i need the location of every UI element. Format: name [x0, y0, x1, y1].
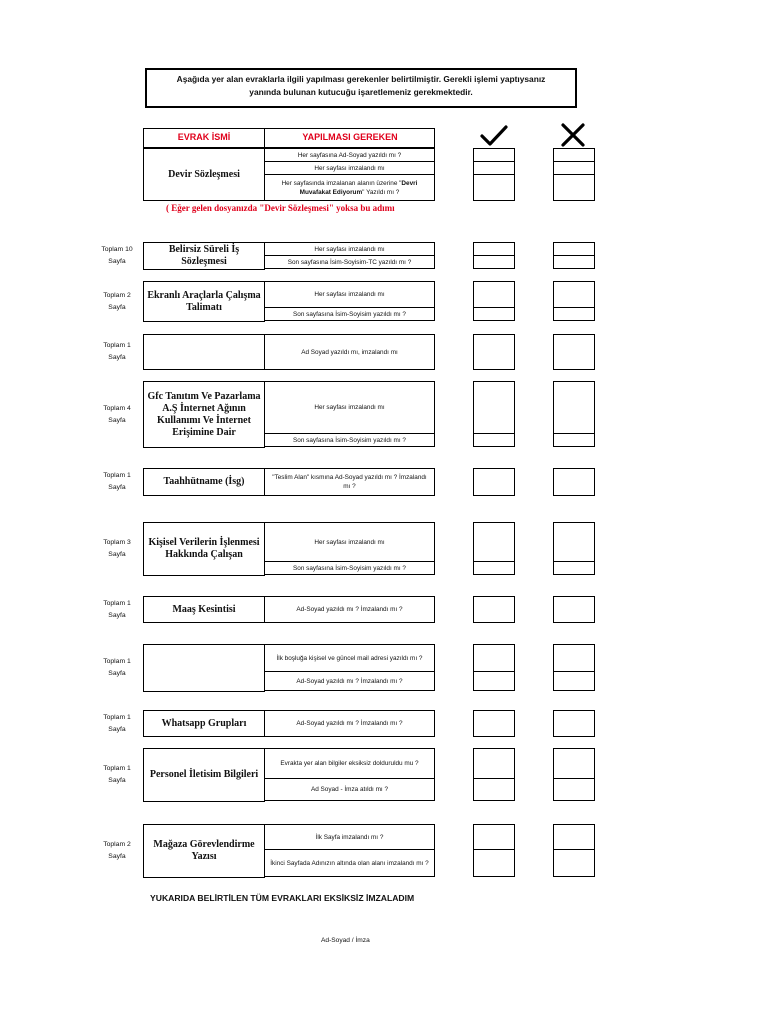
yes-checkbox[interactable]	[473, 849, 515, 877]
task-cell: İkinci Sayfada Adınızın altında olan alanı imzalandı mı ?	[264, 849, 435, 877]
task-cell: Her sayfası imzalandı mı	[264, 381, 435, 434]
page-count	[95, 598, 139, 622]
page-count-line: Toplam 1	[103, 342, 131, 349]
document-name: Kişisel Verilerin İşlenmesi Hakkında Çalışan	[143, 522, 265, 576]
no-checkbox[interactable]	[553, 255, 595, 269]
page-count-line: Sayfa	[108, 551, 126, 558]
instruction-box	[145, 68, 577, 108]
page-count-line: Toplam 2	[103, 841, 131, 848]
instruction-line-2: yanında bulunan kutucuğu işaretlemeniz gerekmektedir.	[249, 87, 473, 97]
task-cell	[264, 174, 435, 201]
page-count	[95, 403, 139, 427]
task-cell: Son sayfasına İsim-Soyisim yazıldı mı ?	[264, 561, 435, 575]
page-count-line: Sayfa	[108, 725, 126, 733]
page-count	[95, 340, 139, 364]
instruction-line-1: Aşağıda yer alan evraklarla ilgili yapılması gerekenler belirtilmiştir. Gerekli işlemi yaptıysanız	[176, 74, 546, 84]
document-name	[143, 644, 265, 692]
document-name: Gfc Tanıtım Ve Pazarlama A.Ş İnternet Ağının Kullanımı Ve İnternet Erişimine Dair	[143, 381, 265, 448]
document-name: Taahhütname (İsg)	[143, 468, 265, 496]
page-count-line: Sayfa	[108, 670, 126, 677]
task-text-bold: Devri Muvafakat Ediyorum	[299, 180, 418, 196]
task-cell: Her sayfası imzalandı mı	[264, 281, 435, 308]
yes-checkbox[interactable]	[473, 433, 515, 447]
yes-checkbox[interactable]	[473, 644, 515, 672]
page-count-line: Sayfa	[108, 354, 126, 361]
page-count	[95, 712, 139, 736]
no-checkbox[interactable]	[553, 778, 595, 801]
task-cell: Son sayfasına İsim-Soyisim yazıldı mı ?	[264, 307, 435, 321]
task-cell: Ad-Soyad yazıldı mı ? İmzalandı mı ?	[264, 596, 435, 623]
page-count	[95, 839, 139, 863]
yes-checkbox[interactable]	[473, 468, 515, 496]
yes-checkbox[interactable]	[473, 381, 515, 434]
task-cell: Ad-Soyad yazıldı mı ? İmzalandı mı ?	[264, 710, 435, 737]
page-count-line: Sayfa	[108, 303, 126, 311]
page-count-line: Toplam 1	[103, 599, 131, 607]
page-count-line: Sayfa	[108, 853, 126, 860]
check-mark-icon	[479, 123, 509, 149]
no-checkbox[interactable]	[553, 748, 595, 779]
no-checkbox[interactable]	[553, 596, 595, 623]
page-count-line: Toplam 4	[103, 404, 131, 412]
task-cell: Evrakta yer alan bilgiler eksiksiz dolduruldu mu ?	[264, 748, 435, 779]
yes-checkbox[interactable]	[473, 824, 515, 850]
task-cell: Her sayfası imzalandı mı	[264, 242, 435, 256]
no-checkbox[interactable]	[553, 671, 595, 691]
page-count	[95, 470, 139, 494]
task-cell: Ad Soyad - İmza atıldı mı ?	[264, 778, 435, 801]
task-cell: Ad-Soyad yazıldı mı ? İmzalandı mı ?	[264, 671, 435, 691]
yes-checkbox[interactable]	[473, 596, 515, 623]
yes-checkbox[interactable]	[473, 671, 515, 691]
page-count	[95, 537, 139, 561]
task-text: " Yazıldı mı ?	[362, 189, 400, 196]
page-count-line: Sayfa	[108, 258, 126, 265]
devir-note: ( Eğer gelen dosyanızda "Devir Sözleşmesi" yoksa bu adımı	[166, 203, 395, 213]
confirmation-statement: YUKARIDA BELİRTİLEN TÜM EVRAKLARI EKSİKSİZ İMZALADIM	[150, 893, 415, 903]
yes-checkbox[interactable]	[473, 334, 515, 370]
task-cell: Ad Soyad yazıldı mı, imzalandı mı	[264, 334, 435, 370]
page-count-line: Sayfa	[108, 611, 126, 619]
no-checkbox[interactable]	[553, 242, 595, 256]
yes-checkbox[interactable]	[473, 561, 515, 575]
yes-checkbox[interactable]	[473, 748, 515, 779]
document-name: Maaş Kesintisi	[143, 596, 265, 623]
yes-checkbox[interactable]	[473, 522, 515, 562]
page-count-line: Sayfa	[108, 777, 126, 784]
no-checkbox[interactable]	[553, 161, 595, 175]
page-count	[95, 290, 139, 314]
yes-checkbox[interactable]	[473, 242, 515, 256]
task-text: Her sayfasında imzalanan alanın üzerine "	[281, 180, 402, 187]
document-name: Belirsiz Süreli İş Sözleşmesi	[143, 242, 265, 270]
yes-checkbox[interactable]	[473, 281, 515, 308]
yes-checkbox[interactable]	[473, 148, 515, 162]
task-cell: Son sayfasına İsim-Soyisim-TC yazıldı mı ?	[264, 255, 435, 269]
page-count-line: Toplam 1	[103, 713, 131, 721]
no-checkbox[interactable]	[553, 433, 595, 447]
page-count-line: Toplam 1	[103, 472, 131, 479]
task-cell: "Teslim Alan" kısmına Ad-Soyad yazıldı mı ? İmzalandı mı ?	[264, 468, 435, 496]
page-count-line: Sayfa	[108, 416, 126, 424]
no-checkbox[interactable]	[553, 644, 595, 672]
yes-checkbox[interactable]	[473, 174, 515, 201]
task-cell: Son sayfasına İsim-Soyisim yazıldı mı ?	[264, 433, 435, 447]
no-checkbox[interactable]	[553, 281, 595, 308]
no-checkbox[interactable]	[553, 561, 595, 575]
yes-checkbox[interactable]	[473, 161, 515, 175]
no-checkbox[interactable]	[553, 148, 595, 162]
page-count-line: Sayfa	[108, 484, 126, 491]
document-name	[143, 334, 265, 370]
no-checkbox[interactable]	[553, 824, 595, 850]
signature-label: Ad-Soyad / İmza	[321, 937, 370, 944]
task-cell: Her sayfası imzalandı mı	[264, 522, 435, 562]
yes-checkbox[interactable]	[473, 307, 515, 321]
page-count	[95, 244, 139, 268]
document-name: Mağaza Görevlendirme Yazısı	[143, 824, 265, 878]
page-count-line: Toplam 1	[103, 658, 131, 665]
no-checkbox[interactable]	[553, 174, 595, 201]
yes-checkbox[interactable]	[473, 255, 515, 269]
no-checkbox[interactable]	[553, 522, 595, 562]
page-count-line: Toplam 3	[103, 539, 131, 546]
header-divider	[264, 128, 265, 148]
yes-checkbox[interactable]	[473, 778, 515, 801]
task-cell: İlk boşluğa kişisel ve güncel mail adresi yazıldı mı ?	[264, 644, 435, 672]
document-name: Ekranlı Araçlarla Çalışma Talimatı	[143, 281, 265, 322]
no-checkbox[interactable]	[553, 849, 595, 877]
task-cell: Her sayfası imzalandı mı	[264, 161, 435, 175]
no-checkbox[interactable]	[553, 307, 595, 321]
header-document-name: EVRAK İSMİ	[177, 132, 231, 142]
document-name: Personel İletisim Bilgileri	[143, 748, 265, 802]
header-required-action: YAPILMASI GEREKEN	[302, 132, 398, 142]
task-cell: Her sayfasına Ad-Soyad yazıldı mı ?	[264, 148, 435, 162]
page-count-line: Toplam 2	[103, 291, 131, 299]
document-name-devir: Devir Sözleşmesi	[143, 148, 265, 201]
no-checkbox[interactable]	[553, 710, 595, 737]
no-checkbox[interactable]	[553, 381, 595, 434]
no-checkbox[interactable]	[553, 468, 595, 496]
document-name: Whatsapp Grupları	[143, 710, 265, 737]
no-checkbox[interactable]	[553, 334, 595, 370]
page-count-line: Toplam 10	[101, 246, 133, 253]
page-count	[95, 763, 139, 787]
page-count	[95, 656, 139, 680]
task-cell: İlk Sayfa imzalandı mı ?	[264, 824, 435, 850]
page-count-line: Toplam 1	[103, 765, 131, 772]
x-mark-icon	[560, 122, 586, 148]
yes-checkbox[interactable]	[473, 710, 515, 737]
